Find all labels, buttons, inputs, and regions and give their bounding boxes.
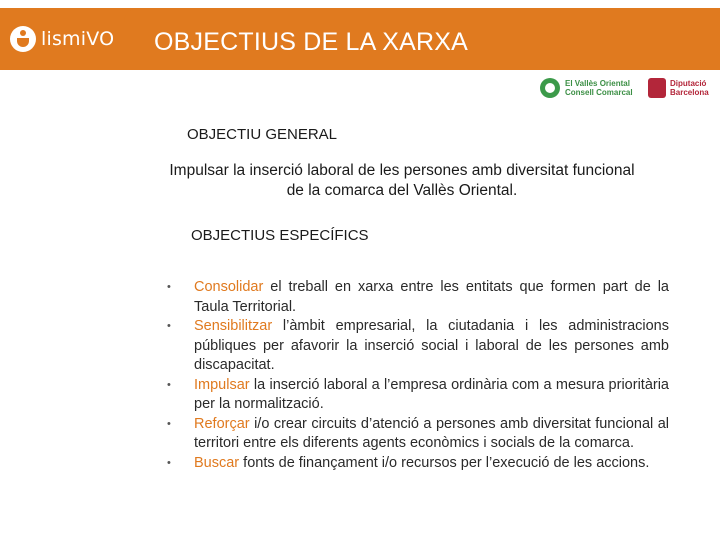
list-item	[166, 376, 669, 415]
objective-verb: Impulsar	[194, 376, 250, 393]
objective-text: i/o crear circuits d’atenció a persones amb diversitat funcional al territori entre els diferents agents econòmics i socials de la comarca.	[194, 415, 669, 451]
list-item	[166, 415, 669, 454]
list-item	[166, 278, 669, 317]
bullet-icon: •	[167, 378, 171, 391]
specific-objectives-heading: OBJECTIUS ESPECÍFICS	[191, 227, 369, 244]
objective-text: fonts de finançament i/o recursos per l’execució de les accions.	[239, 454, 650, 471]
list-item	[166, 454, 669, 474]
bullet-icon: •	[167, 456, 171, 469]
objective-verb: Reforçar	[194, 415, 250, 432]
lismivo-logo	[0, 8, 122, 70]
person-icon	[10, 26, 36, 52]
objective-verb: Sensibilitzar	[194, 318, 273, 334]
diputacio-icon	[648, 78, 666, 98]
diputacio-barcelona-logo	[648, 78, 709, 98]
bullet-icon: •	[167, 320, 171, 332]
valles-oriental-logo	[540, 78, 633, 98]
diba-line2: Barcelona	[670, 88, 709, 97]
specific-objectives-list	[166, 278, 669, 473]
objective-text: el treball en xarxa entre les entitats que formen part de la Taula Territorial.	[194, 279, 669, 315]
bullet-icon: •	[167, 417, 171, 430]
objective-verb: Consolidar	[194, 279, 264, 295]
vo-line1: El Vallès Oriental	[565, 79, 630, 88]
bullet-icon: •	[167, 281, 171, 293]
vo-line2: Consell Comarcal	[565, 88, 633, 97]
objective-verb: Buscar	[194, 454, 240, 471]
list-item	[166, 317, 669, 376]
general-objective-text: Impulsar la inserció laboral de les persones amb diversitat funcional de la comarca del Vallès Oriental.	[169, 162, 635, 199]
objective-text: l’àmbit empresarial, la ciutadania i les administracions públiques per afavorir la inserció social i laboral de les persones amb discapacitat.	[194, 318, 669, 373]
valles-oriental-icon	[540, 78, 560, 98]
logo-text: lismiVO	[41, 28, 115, 50]
general-objective-heading: OBJECTIU GENERAL	[187, 126, 338, 143]
diba-line1: Diputació	[670, 79, 707, 88]
objective-text: la inserció laboral a l’empresa ordinària com a mesura prioritària per la normalització.	[194, 376, 669, 412]
page-title: OBJECTIUS DE LA XARXA	[154, 28, 469, 56]
